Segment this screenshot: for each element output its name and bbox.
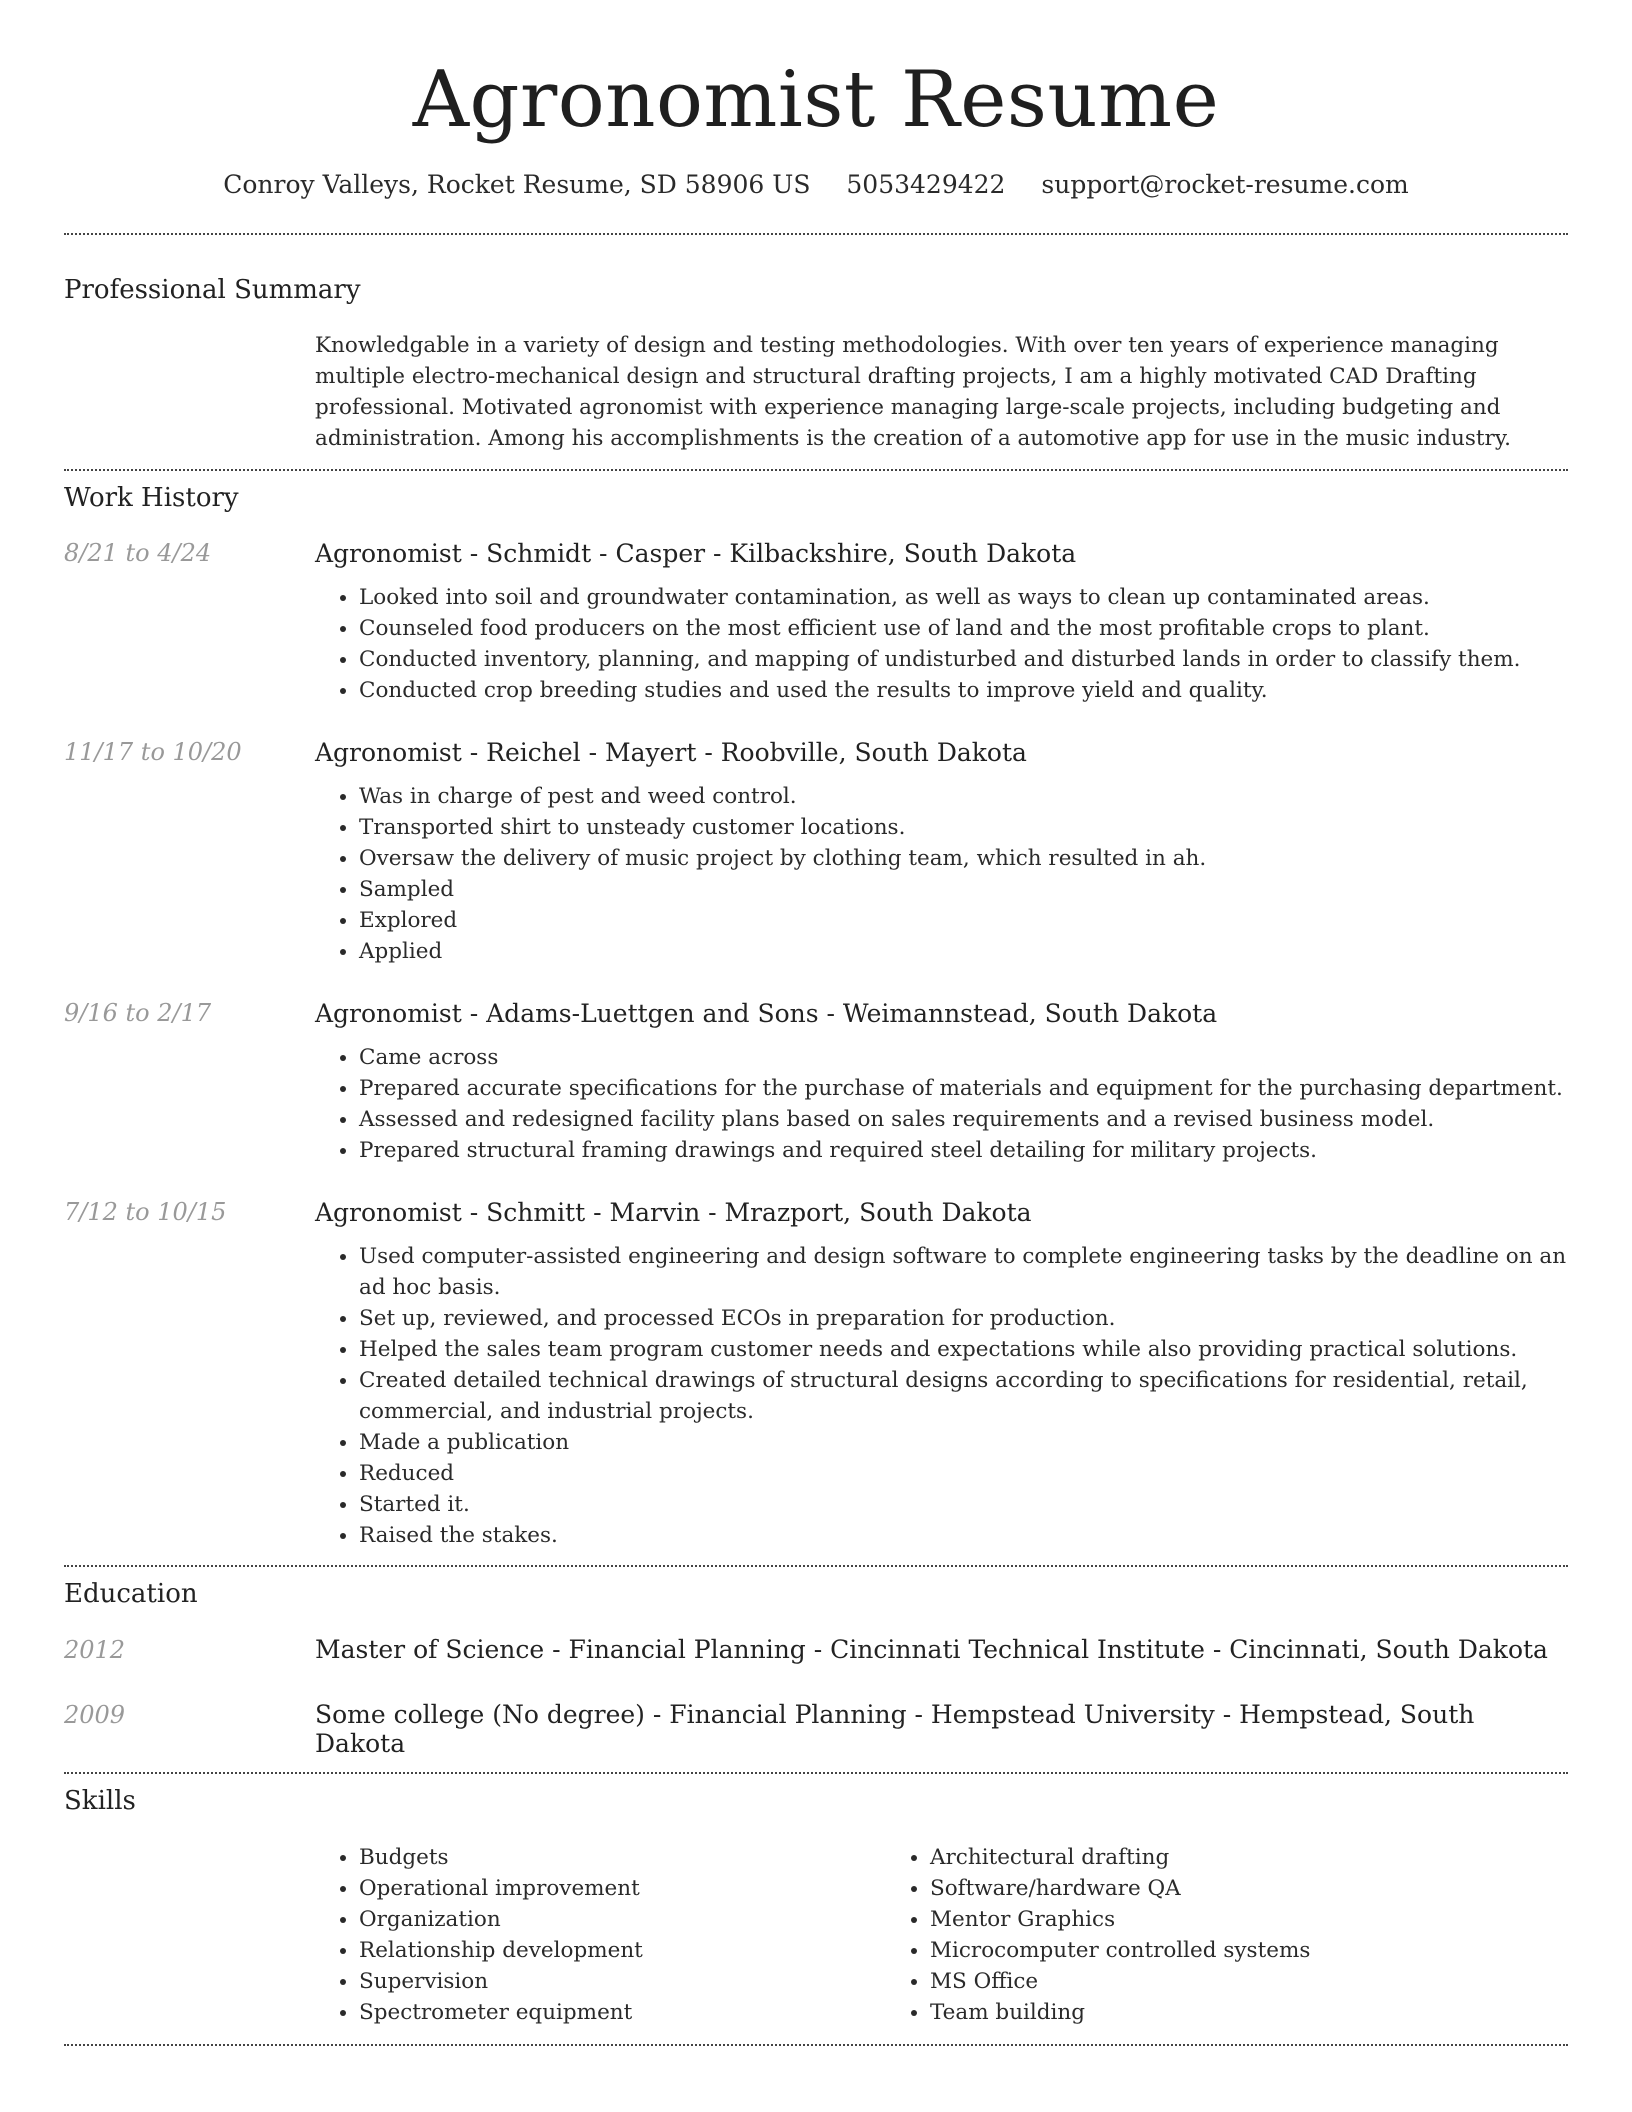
divider bbox=[64, 1772, 1568, 1774]
divider bbox=[64, 2044, 1568, 2046]
address-text: Conroy Valleys, Rocket Resume, SD 58906 US bbox=[223, 169, 811, 199]
job-heading: Agronomist - Adams-Luettgen and Sons - Weimannstead, South Dakota bbox=[315, 998, 1218, 1028]
job-bullet: • Applied bbox=[359, 936, 1568, 967]
job-bullet: • Reduced bbox=[359, 1458, 1568, 1489]
job-bullet: • Created detailed technical drawings of structural designs according to specifications for residential, retail, commercial, and industrial projects. bbox=[359, 1365, 1568, 1427]
job-content bbox=[315, 539, 1568, 706]
job-content bbox=[315, 999, 1568, 1166]
job-bullet: • Made a publication bbox=[359, 1427, 1568, 1458]
job-bullets bbox=[315, 582, 1568, 706]
job-bullet: • Looked into soil and groundwater contamination, as well as ways to clean up contaminated areas. bbox=[359, 582, 1568, 613]
job-entry bbox=[64, 738, 1568, 967]
divider bbox=[64, 233, 1568, 235]
job-entry bbox=[64, 999, 1568, 1166]
skill-item: • Spectrometer equipment bbox=[359, 1997, 886, 2028]
job-bullet: • Prepared accurate specifications for the purchase of materials and equipment for the purchasing department. bbox=[359, 1073, 1568, 1104]
divider bbox=[64, 1565, 1568, 1567]
job-bullet: • Explored bbox=[359, 905, 1568, 936]
divider bbox=[64, 469, 1568, 471]
education-section-title: Education bbox=[64, 1578, 198, 1609]
education-entry bbox=[64, 1635, 1568, 1664]
job-bullet: • Oversaw the delivery of music project by clothing team, which resulted in ah. bbox=[359, 843, 1568, 874]
job-bullet: • Set up, reviewed, and processed ECOs in preparation for production. bbox=[359, 1303, 1568, 1334]
education-entry bbox=[64, 1700, 1568, 1758]
contact-line bbox=[64, 170, 1568, 199]
resume-title: Agronomist Resume bbox=[412, 55, 1220, 145]
job-heading: Agronomist - Schmidt - Casper - Kilbackshire, South Dakota bbox=[315, 538, 1077, 568]
skill-item: • Operational improvement bbox=[359, 1873, 886, 1904]
job-entry bbox=[64, 1198, 1568, 1551]
job-bullets bbox=[315, 781, 1568, 967]
job-bullet: • Helped the sales team program customer needs and expectations while also providing practical solutions. bbox=[359, 1334, 1568, 1365]
education-heading: Some college (No degree) - Financial Planning - Hempstead University - Hempstead, South Dakota bbox=[315, 1699, 1475, 1758]
job-date: 7/12 to 10/15 bbox=[64, 1197, 227, 1226]
skill-item: • Supervision bbox=[359, 1966, 886, 1997]
job-bullet: • Transported shirt to unsteady customer locations. bbox=[359, 812, 1568, 843]
email-text: support@rocket-resume.com bbox=[1041, 169, 1409, 199]
job-heading: Agronomist - Schmitt - Marvin - Mrazport, South Dakota bbox=[315, 1197, 1032, 1227]
skill-item: • Organization bbox=[359, 1904, 886, 1935]
skill-item: • Team building bbox=[930, 1997, 1457, 2028]
skill-item: • Architectural drafting bbox=[930, 1842, 1457, 1873]
summary-text: Knowledgable in a variety of design and testing methodologies. With over ten years of experience managing multiple electro-mechanical design and structural drafting projects, I am a highly motivated CAD Drafting professional. Motivated agronomist with experience managing large-scale projects, including budgeting and administration. Among his accomplishments is the creation of a automotive app for use in the music industry. bbox=[315, 332, 1511, 451]
job-bullets bbox=[315, 1042, 1568, 1166]
job-bullet: • Sampled bbox=[359, 874, 1568, 905]
job-bullet: • Conducted inventory, planning, and mapping of undisturbed and disturbed lands in order to classify them. bbox=[359, 644, 1568, 675]
skill-item: • Software/hardware QA bbox=[930, 1873, 1457, 1904]
phone-text: 5053429422 bbox=[846, 169, 1006, 199]
job-bullet: • Prepared structural framing drawings and required steel detailing for military projects. bbox=[359, 1135, 1568, 1166]
job-bullet: • Assessed and redesigned facility plans based on sales requirements and a revised business model. bbox=[359, 1104, 1568, 1135]
job-bullet: • Started it. bbox=[359, 1489, 1568, 1520]
summary-section-title: Professional Summary bbox=[64, 274, 361, 305]
skill-item: • MS Office bbox=[930, 1966, 1457, 1997]
education-date: 2012 bbox=[64, 1635, 126, 1664]
job-content bbox=[315, 738, 1568, 967]
job-heading: Agronomist - Reichel - Mayert - Roobville, South Dakota bbox=[315, 737, 1027, 767]
skill-item: • Microcomputer controlled systems bbox=[930, 1935, 1457, 1966]
job-date: 9/16 to 2/17 bbox=[64, 998, 212, 1027]
skills-columns bbox=[315, 1842, 1568, 2028]
skill-item: • Mentor Graphics bbox=[930, 1904, 1457, 1935]
skill-item: • Budgets bbox=[359, 1842, 886, 1873]
job-bullet: • Was in charge of pest and weed control. bbox=[359, 781, 1568, 812]
job-bullet: • Came across bbox=[359, 1042, 1568, 1073]
job-bullets bbox=[315, 1241, 1568, 1551]
job-bullet: • Raised the stakes. bbox=[359, 1520, 1568, 1551]
skills-section-title: Skills bbox=[64, 1785, 136, 1816]
job-bullet: • Conducted crop breeding studies and used the results to improve yield and quality. bbox=[359, 675, 1568, 706]
skills-list-right bbox=[886, 1842, 1457, 2028]
job-entry bbox=[64, 539, 1568, 706]
job-bullet: • Used computer-assisted engineering and design software to complete engineering tasks by the deadline on an ad hoc basis. bbox=[359, 1241, 1568, 1303]
job-date: 11/17 to 10/20 bbox=[64, 737, 242, 766]
education-date: 2009 bbox=[64, 1700, 126, 1729]
skill-item: • Relationship development bbox=[359, 1935, 886, 1966]
skills-list-left bbox=[315, 1842, 886, 2028]
education-heading: Master of Science - Financial Planning - Cincinnati Technical Institute - Cincinnati, South Dakota bbox=[315, 1634, 1548, 1664]
job-bullet: • Counseled food producers on the most efficient use of land and the most profitable crops to plant. bbox=[359, 613, 1568, 644]
job-date: 8/21 to 4/24 bbox=[64, 538, 212, 567]
work-section-title: Work History bbox=[64, 482, 239, 513]
job-content bbox=[315, 1198, 1568, 1551]
